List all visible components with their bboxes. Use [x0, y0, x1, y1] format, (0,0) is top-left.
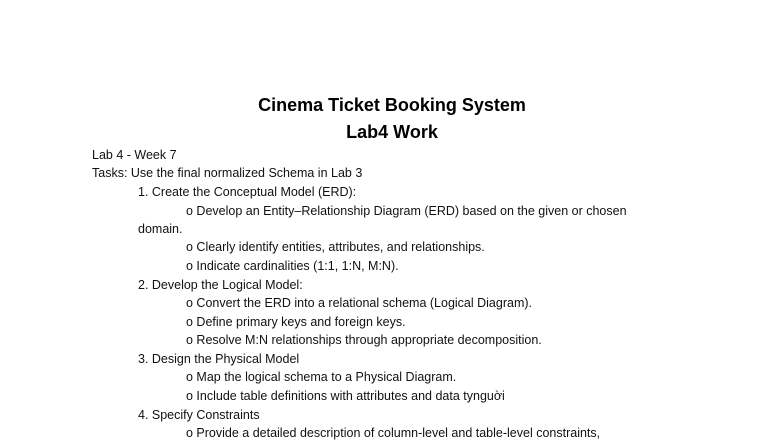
document-subtitle: Lab4 Work: [346, 122, 438, 142]
task-2-item-1: o Convert the ERD into a relational schema (Logical Diagram).: [186, 296, 532, 310]
lab-week-line: Lab 4 - Week 7: [92, 148, 177, 162]
task-2-item-2: o Define primary keys and foreign keys.: [186, 315, 406, 329]
task-1-item-1: o Develop an Entity–Relationship Diagram (ERD) based on the given or chosen: [186, 204, 627, 218]
document-title: Cinema Ticket Booking System: [258, 95, 526, 115]
task-1-item-2: o Clearly identify entities, attributes, and relationships.: [186, 240, 485, 254]
task-3-heading: 3. Design the Physical Model: [138, 352, 300, 366]
task-1-item-1-continuation: domain.: [138, 222, 183, 236]
task-3-item-1: o Map the logical schema to a Physical Diagram.: [186, 370, 457, 384]
task-2-item-3: o Resolve M:N relationships through appropriate decomposition.: [186, 333, 542, 347]
task-4-heading: 4. Specify Constraints: [138, 408, 260, 422]
task-4-item-1: o Provide a detailed description of column-level and table-level constraints,: [186, 426, 601, 440]
tasks-line: Tasks: Use the final normalized Schema in Lab 3: [92, 166, 363, 180]
task-2-heading: 2. Develop the Logical Model:: [138, 278, 303, 292]
task-1-heading: 1. Create the Conceptual Model (ERD):: [138, 185, 357, 199]
task-3-item-2: o Include table definitions with attributes and data tynguời: [186, 389, 505, 403]
task-1-item-3: o Indicate cardinalities (1:1, 1:N, M:N).: [186, 259, 399, 273]
